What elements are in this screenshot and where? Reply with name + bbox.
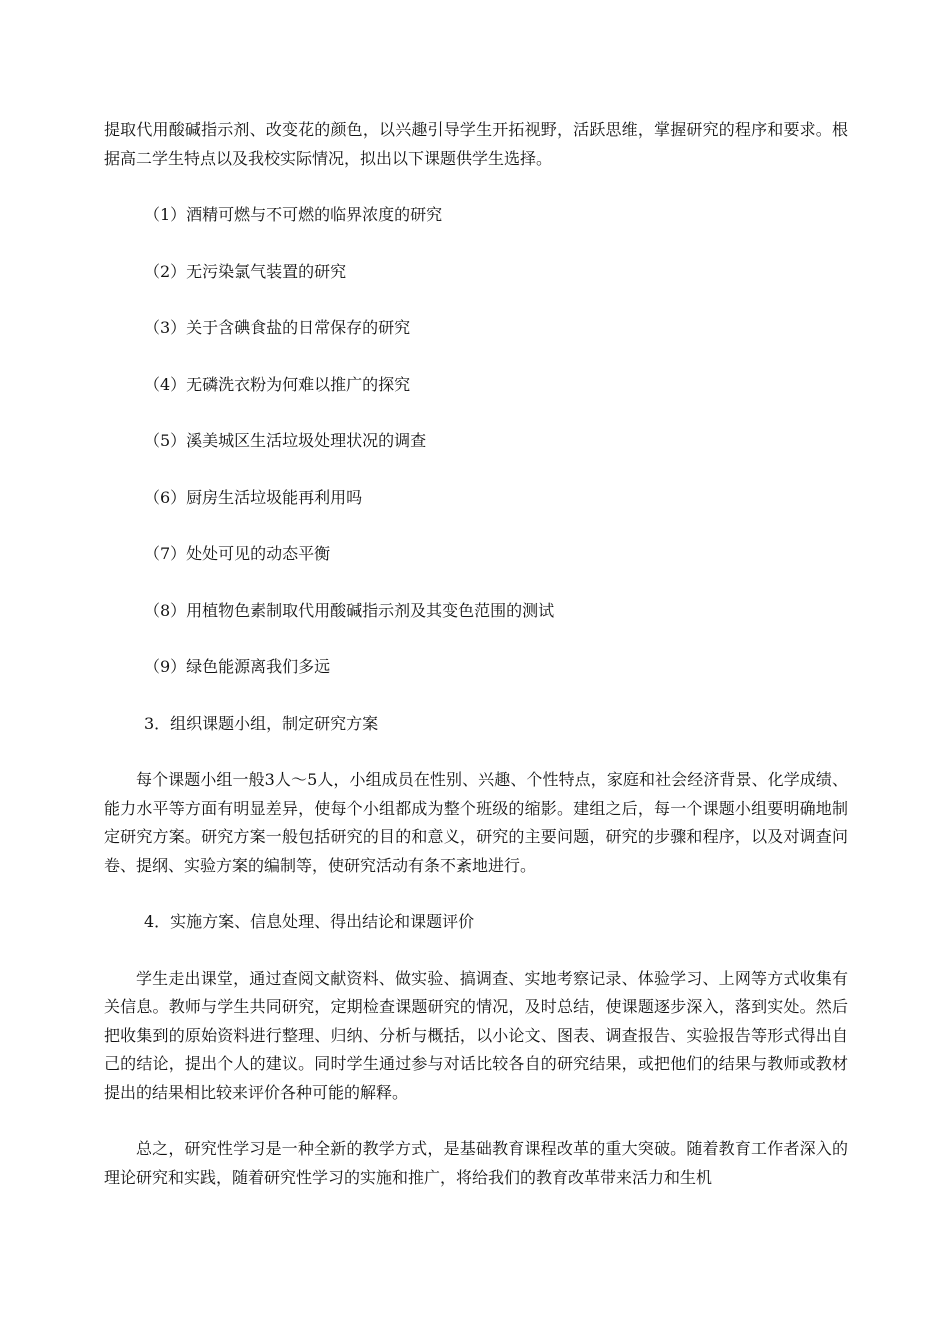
- topic-item-5: （5）溪美城区生活垃圾处理状况的调查: [144, 431, 427, 450]
- topic-item-3: （3）关于含碘食盐的日常保存的研究: [144, 318, 411, 337]
- topic-item-8: （8）用植物色素制取代用酸碱指示剂及其变色范围的测试: [144, 600, 555, 620]
- topic-item-4: （4）无磷洗衣粉为何难以推广的探究: [144, 374, 411, 394]
- topic-item-7: （7）处处可见的动态平衡: [144, 544, 331, 563]
- section-3-body: 每个课题小组一般3人～5人，小组成员在性别、兴趣、个性特点，家庭和社会经济背景、化学成绩、能力水平等方面有明显差异，使每个小组都成为整个班级的缩影。建组之后，每一个课题小组要明确地制定研究方案。研究方案一般包括研究的目的和意义，研究的主要问题，研究的步骤和程序，以及对调查问卷、提纲、实验方案的编制等，使研究活动有条不紊地进行。: [104, 770, 848, 875]
- section-4-body: 学生走出课堂，通过查阅文献资料、做实验、搞调查、实地考察记录、体验学习、上网等方式收集有关信息。教师与学生共同研究，定期检查课题研究的情况，及时总结，使课题逐步深入，落到实处。然后把收集到的原始资料进行整理、归纳、分析与概括，以小论文、图表、调查报告、实验报告等形式得出自己的结论，提出个人的建议。同时学生通过参与对话比较各自的研究结果，或把他们的结果与教师或教材提出的结果相比较来评价各种可能的解释。: [104, 968, 848, 1102]
- section-3-heading: 3．组织课题小组，制定研究方案: [144, 713, 379, 733]
- conclusion-paragraph: 总之，研究性学习是一种全新的教学方式，是基础教育课程改革的重大突破。随着教育工作者深入的理论研究和实践，随着研究性学习的实施和推广，将给我们的教育改革带来活力和生机: [104, 1139, 848, 1187]
- topic-item-9: （9）绿色能源离我们多远: [144, 657, 331, 676]
- topic-item-6: （6）厨房生活垃圾能再利用吗: [144, 487, 363, 507]
- intro-paragraph: 提取代用酸碱指示剂、改变花的颜色，以兴趣引导学生开拓视野，活跃思维，掌握研究的程序和要求。根据高二学生特点以及我校实际情况，拟出以下课题供学生选择。: [104, 120, 848, 168]
- topic-item-1: （1）酒精可燃与不可燃的临界浓度的研究: [144, 205, 443, 224]
- topic-item-2: （2）无污染氯气装置的研究: [144, 261, 347, 281]
- section-4-heading: 4．实施方案、信息处理、得出结论和课题评价: [144, 912, 475, 931]
- document-page: [104, 116, 848, 1192]
